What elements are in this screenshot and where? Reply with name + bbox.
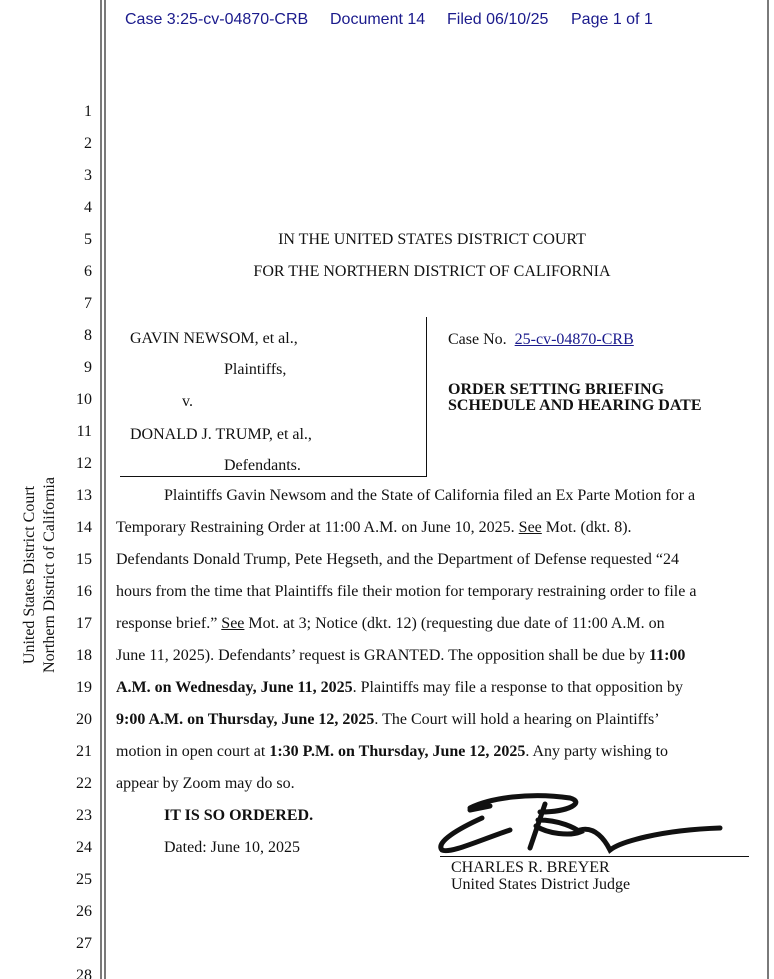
order-title-line2: SCHEDULE AND HEARING DATE	[448, 397, 702, 414]
body-line	[116, 519, 632, 537]
body-text: response brief.”	[116, 615, 222, 632]
case-number-link[interactable]: 25-cv-04870-CRB	[514, 331, 634, 348]
court-district: FOR THE NORTHERN DISTRICT OF CALIFORNIA	[253, 263, 611, 280]
body-text: . Plaintiffs may file a response to that opposition by	[352, 679, 683, 696]
header-case: Case 3:25-cv-04870-CRB	[125, 11, 309, 28]
judge-title: United States District Judge	[451, 876, 631, 893]
case-no-label: Case No.	[448, 331, 507, 348]
body-text: 11:00	[648, 647, 686, 664]
line-number: 22	[76, 775, 92, 792]
court-name: IN THE UNITED STATES DISTRICT COURT	[278, 231, 586, 248]
body-text: hours from the time that Plaintiffs file their motion for temporary restraining order to file a	[116, 583, 697, 600]
defendants-label: Defendants.	[224, 457, 301, 474]
judge-name: CHARLES R. BREYER	[451, 859, 610, 876]
margin-rule	[100, 0, 102, 979]
line-number: 23	[76, 807, 92, 824]
line-number: 8	[84, 327, 92, 344]
so-ordered: IT IS SO ORDERED.	[164, 807, 314, 824]
line-number: 9	[84, 359, 92, 376]
plaintiffs-label: Plaintiffs,	[224, 361, 287, 378]
judge-block	[451, 859, 630, 893]
body-line	[116, 711, 660, 729]
line-number: 1	[84, 103, 92, 120]
body-text: . The Court will hold a hearing on Plaintiffs’	[374, 711, 660, 728]
judge-signature	[430, 790, 750, 860]
body-text: appear by Zoom may do so.	[116, 775, 295, 792]
line-number: 6	[84, 263, 92, 280]
line-number: 5	[84, 231, 92, 248]
line-number: 20	[76, 711, 92, 728]
line-number: 24	[76, 839, 92, 856]
body-line	[164, 487, 695, 505]
order-title	[448, 382, 702, 414]
body-line	[116, 615, 665, 633]
margin-rule	[104, 0, 106, 979]
line-number: 7	[84, 295, 92, 312]
body-line	[116, 583, 696, 601]
line-number: 2	[84, 135, 92, 152]
right-margin-rule	[767, 0, 769, 979]
body-text: motion in open court at	[116, 743, 270, 760]
line-number: 28	[76, 967, 92, 979]
body-text: . Any party wishing to	[525, 743, 669, 760]
line-number: 4	[84, 199, 92, 216]
line-number: 19	[76, 679, 92, 696]
line-number: 12	[76, 455, 92, 472]
court-sidebar	[20, 455, 60, 695]
line-number: 13	[76, 487, 92, 504]
body-text: See	[221, 615, 245, 632]
plaintiffs: GAVIN NEWSOM, et al.,	[130, 330, 298, 347]
header-filed: Filed 06/10/25	[447, 11, 549, 28]
line-number: 17	[76, 615, 92, 632]
body-text: June 11, 2025). Defendants’ request is GRANTED. The opposition shall be due by	[116, 647, 649, 664]
line-number: 3	[84, 167, 92, 184]
line-number: 27	[76, 935, 92, 952]
sidebar-line2: Northern District of California	[41, 477, 58, 673]
body-text: A.M. on Wednesday, June 11, 2025	[116, 679, 353, 696]
caption-rule	[120, 476, 427, 477]
body-text: Plaintiffs Gavin Newsom and the State of California filed an Ex Parte Motion for a	[164, 487, 696, 504]
line-number: 16	[76, 583, 92, 600]
line-number: 15	[76, 551, 92, 568]
header-document: Document 14	[330, 11, 426, 28]
body-text: 9:00 A.M. on Thursday, June 12, 2025	[116, 711, 375, 728]
order-title-line1: ORDER SETTING BRIEFING	[448, 381, 665, 398]
body-line	[116, 679, 683, 697]
body-line	[116, 743, 668, 761]
line-number: 10	[76, 391, 92, 408]
defendants: DONALD J. TRUMP, et al.,	[130, 426, 312, 443]
body-line	[116, 551, 679, 569]
dated: Dated: June 10, 2025	[164, 839, 300, 856]
body-text: Mot. (dkt. 8).	[541, 519, 632, 536]
line-number: 14	[76, 519, 92, 536]
caption-divider	[426, 317, 427, 477]
body-line	[116, 775, 295, 793]
versus: v.	[182, 393, 193, 410]
header-page: Page 1 of 1	[571, 11, 653, 28]
line-number: 26	[76, 903, 92, 920]
case-number	[448, 331, 634, 349]
signature-line	[440, 856, 749, 857]
body-text: 1:30 P.M. on Thursday, June 12, 2025	[269, 743, 526, 760]
line-number: 11	[76, 423, 92, 440]
body-text: Temporary Restraining Order at 11:00 A.M. on June 10, 2025.	[116, 519, 519, 536]
line-number: 21	[76, 743, 92, 760]
body-line	[116, 647, 685, 665]
sidebar-line1: United States District Court	[21, 485, 38, 665]
body-text: See	[518, 519, 542, 536]
line-number: 18	[76, 647, 92, 664]
body-text: Defendants Donald Trump, Pete Hegseth, and the Department of Defense requested “24	[116, 551, 679, 568]
body-text: Mot. at 3; Notice (dkt. 12) (requesting due date of 11:00 A.M. on	[244, 615, 665, 632]
line-number: 25	[76, 871, 92, 888]
